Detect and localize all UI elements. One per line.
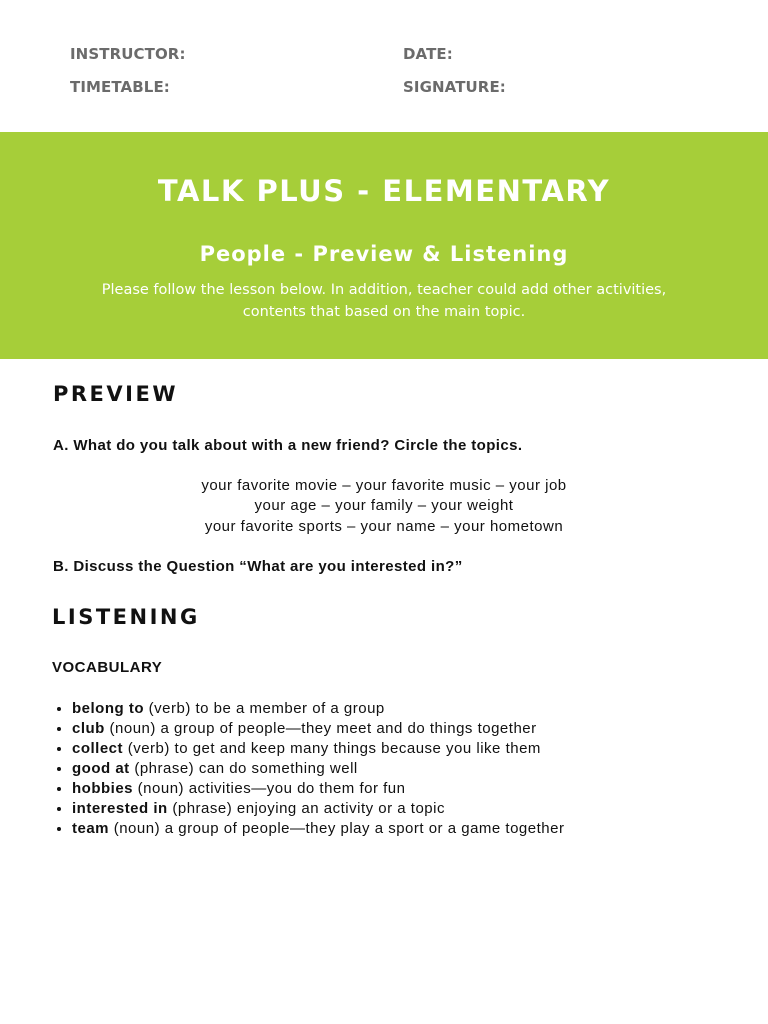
vocabulary-label: VOCABULARY [52,659,163,676]
topics-line: your age – your family – your weight [254,497,514,515]
vocabulary-definition: (phrase) enjoying an activity or a topic [167,800,445,817]
vocabulary-term: hobbies [72,780,134,797]
lesson-note-line: Please follow the lesson below. In addition, teacher could add other activities, [101,282,667,298]
topics-list [0,476,768,537]
topics-line: your favorite movie – your favorite music – your job [201,477,567,494]
lesson-subtitle: People - Preview & Listening [199,242,569,266]
vocabulary-definition: (noun) a group of people—they play a sport or a game together [109,820,565,837]
question-a: A. What do you talk about with a new friend? Circle the topics. [53,437,523,454]
vocabulary-term: interested in [72,800,168,817]
timetable-label: TIMETABLE: [70,78,170,96]
page-title: TALK PLUS - ELEMENTARY [157,174,611,208]
listening-heading: LISTENING [52,605,200,629]
vocabulary-item [72,699,564,719]
title-banner [0,132,768,359]
vocabulary-list [52,699,564,839]
date-label: DATE: [403,45,453,63]
vocabulary-definition: (verb) to be a member of a group [144,700,385,717]
instructor-label: INSTRUCTOR: [70,45,186,63]
vocabulary-definition: (verb) to get and keep many things because you like them [123,740,541,757]
vocabulary-definition: (noun) activities—you do them for fun [133,780,406,797]
vocabulary-item [72,779,564,799]
vocabulary-definition: (phrase) can do something well [129,760,358,777]
preview-heading: PREVIEW [53,382,178,406]
vocabulary-term: collect [72,740,124,757]
vocabulary-term: team [72,820,110,837]
question-b: B. Discuss the Question “What are you interested in?” [53,558,463,575]
vocabulary-item [72,719,564,739]
vocabulary-term: club [72,720,105,737]
vocabulary-item [72,799,564,819]
vocabulary-term: good at [72,760,130,777]
signature-label: SIGNATURE: [403,78,506,96]
topics-line: your favorite sports – your name – your hometown [204,517,564,535]
lesson-note [84,279,684,323]
vocabulary-item [72,739,564,759]
lesson-note-line: contents that based on the main topic. [242,304,526,320]
vocabulary-item [72,819,564,839]
vocabulary-definition: (noun) a group of people—they meet and do things together [104,720,537,737]
vocabulary-item [72,759,564,779]
vocabulary-term: belong to [72,700,144,717]
